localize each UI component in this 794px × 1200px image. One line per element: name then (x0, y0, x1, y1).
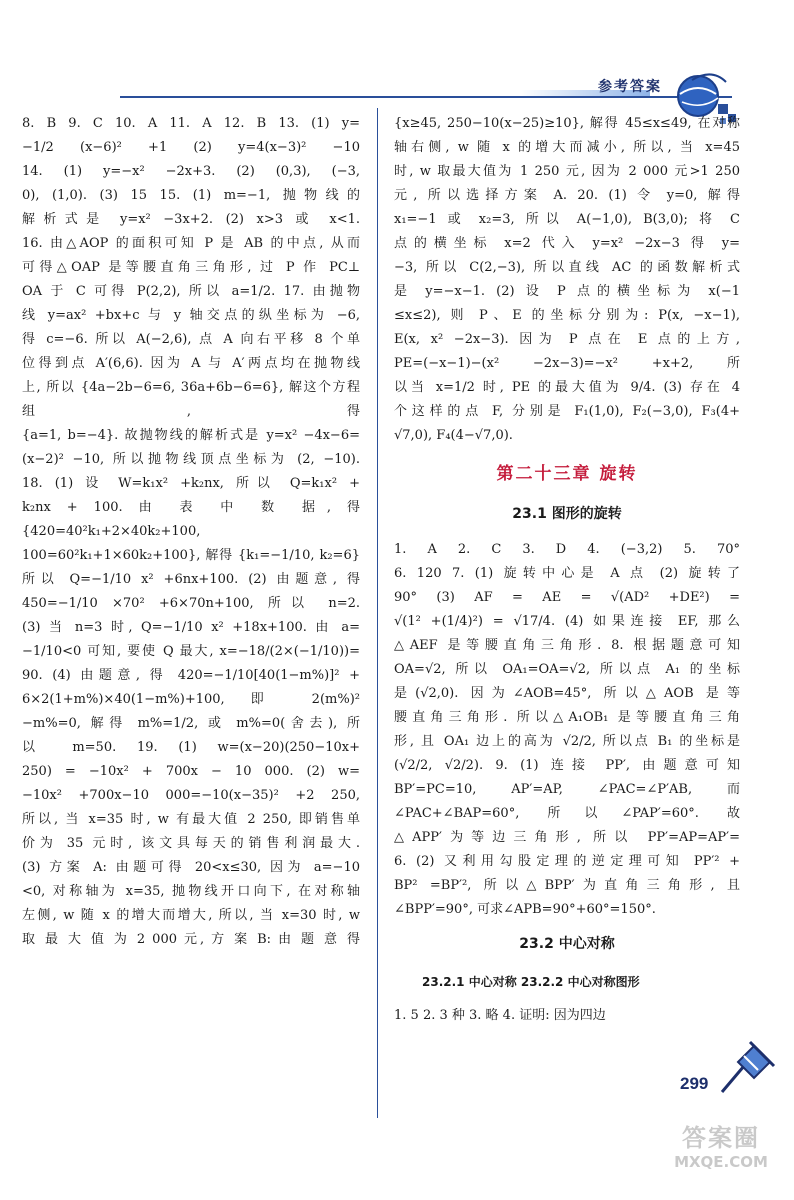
text-line: 以 m=50. 19. (1) w=(x−20)(250−10x+ (22, 740, 360, 755)
text-line: ∠BPP′=90°, 可求∠APB=90°+60°=150°. (394, 902, 656, 917)
watermark (656, 1118, 786, 1171)
chapter-title: 第二十三章 旋转 (496, 464, 638, 484)
text-line: 个这样的点 F, 分别是 F₁(1,0), F₂(−3,0), F₃(4+ (394, 404, 740, 419)
text-line: k₂nx + 100. 由 表 中 数 据, 得 (22, 500, 360, 515)
text-line: −3, 所以 C(2,−3), 所以直线 AC 的函数解析式 (394, 260, 740, 275)
text-line: 腰直角三角形. 所以△A₁OB₁ 是等腰直角三角 (394, 710, 740, 725)
text-line: 所以 Q=−1/10 x² +6nx+100. (2) 由题意, 得 (22, 572, 360, 587)
text-line: 8. B 9. C 10. A 11. A 12. B 13. (1) y= (22, 116, 360, 131)
text-line: OA=√2, 所以 OA₁=OA=√2, 所以点 A₁ 的坐标 (394, 662, 740, 677)
text-line: 点的横坐标 x=2 代入 y=x² −2x−3 得 y= (394, 236, 740, 251)
text-line: 14. (1) y=−x² −2x+3. (2) (0,3), (−3, (22, 164, 360, 179)
text-line: BP′=PC=10, AP′=AP, ∠PAC=∠P′AB, 而 (394, 782, 740, 797)
text-line: 6×2(1+m%)×40(1−m%)+100, 即 2(m%)² (22, 692, 360, 707)
text-line: 元, 所以选择方案 A. 20. (1) 令 y=0, 解得 (394, 188, 740, 203)
text-line: 90. (4) 由题意, 得 420=−1/10[40(1−m%)]² + (22, 668, 360, 683)
text-line: 得 c=−6. 所以 A(−2,6), 点 A 向右平移 8 个单 (22, 332, 360, 347)
text-line: √(1² +(1/4)²) = √17/4. (4) 如果连接 EF, 那么 (394, 614, 740, 629)
text-line: 轴右侧, w 随 x 的增大而减小, 所以, 当 x=45 (394, 140, 740, 155)
text-line: ≤x≤2), 则 P、E 的坐标分别为: P(x, −x−1), (394, 308, 740, 323)
text-line: BP² =BP′², 所以△BPP′为直角三角形, 且 (394, 878, 740, 893)
text-line: −10x² +700x−10 000=−10(x−35)² +2 250, (22, 788, 360, 803)
header-title: 参考答案 (598, 79, 662, 95)
column-divider (377, 108, 378, 1118)
text-line: 线 y=ax² +bx+c 与 y 轴交点的纵坐标为 −6, (22, 308, 360, 323)
text-line: 是 y=−x−1. (2) 设 P 点的横坐标为 x(−1 (394, 284, 740, 299)
text-line: △APP′为等边三角形, 所以 PP′=AP=AP′= (394, 830, 740, 845)
text-line: 1. 5 2. 3 种 3. 略 4. 证明: 因为四边 (394, 1008, 606, 1023)
text-line: 时, w 取最大值为 1 250 元, 因为 2 000 元>1 250 (394, 164, 740, 179)
text-line: OA 于 C 可得 P(2,2), 所以 a=1/2. 17. 由抛物 (22, 284, 360, 299)
text-line: {a=1, b=−4}. 故抛物线的解析式是 y=x² −4x−6= (22, 428, 360, 443)
page-number: 299 (680, 1074, 709, 1093)
watermark-url: MXQE.COM (674, 1153, 768, 1171)
text-line: −m%=0, 解得 m%=1/2, 或 m%=0(舍去), 所 (22, 716, 360, 731)
left-column (22, 112, 360, 952)
pushpin-icon (714, 1032, 778, 1100)
text-line: 位得到点 A′(6,6). 因为 A 与 A′两点均在抛物线 (22, 356, 360, 371)
text-line: 16. 由△AOP 的面积可知 P 是 AB 的中点, 从而 (22, 236, 360, 251)
subsection-title: 23.2.1 中心对称 23.2.2 中心对称图形 (422, 975, 640, 989)
text-line: 所以, 当 x=35 时, w 有最大值 2 250, 即销售单 (22, 812, 360, 827)
text-line: 是(√2,0). 因为∠AOB=45°, 所以△AOB 是等 (394, 686, 740, 701)
text-line: PE=(−x−1)−(x² −2x−3)=−x² +x+2, 所 (394, 356, 740, 371)
text-line: √7,0), F₄(4−√7,0). (394, 428, 513, 443)
text-line: 解析式是 y=x² −3x+2. (2) x>3 或 x<1. (22, 212, 360, 227)
right-column (394, 112, 740, 1028)
text-line: (x−2)² −10, 所以抛物线顶点坐标为 (2, −10). (22, 452, 360, 467)
section-title: 23.1 图形的旋转 (512, 506, 622, 522)
text-line: (3) 方案 A: 由题可得 20<x≤30, 因为 a=−10 (22, 860, 360, 875)
text-line: <0, 对称轴为 x=35, 抛物线开口向下, 在对称轴 (22, 884, 360, 899)
text-line: △AEF 是等腰直角三角形. 8. 根据题意可知 (394, 638, 740, 653)
text-line: 以当 x=1/2 时, PE 的最大值为 9/4. (3) 存在 4 (394, 380, 740, 395)
text-line: x₁=−1 或 x₂=3, 所以 A(−1,0), B(3,0); 将 C (394, 212, 740, 227)
text-line: 可得△OAP 是等腰直角三角形, 过 P 作 PC⊥ (22, 260, 360, 275)
text-line: (√2/2, √2/2). 9. (1) 连接 PP′, 由题意可知 (394, 758, 740, 773)
text-line: 0), (1,0). (3) 15 15. (1) m=−1, 抛物线的 (22, 188, 360, 203)
text-line: {420=40²k₁+2×40k₂+100, 100=60²k₁+1×60k₂+100}, 解得 {k₁=−1/10, k₂=6} (22, 524, 360, 563)
text-line: −1/10<0 可知, 要使 Q 最大, x=−18/(2×(−1/10))= (22, 644, 360, 659)
header-rule (120, 96, 732, 98)
text-line: 价为 35 元时, 该文具每天的销售利润最大. (22, 836, 360, 851)
text-line: 6. 120 7. (1) 旋转中心是 A 点 (2) 旋转了 (394, 566, 740, 581)
text-line: 形, 且 OA₁ 边上的高为 √2/2, 所以点 B₁ 的坐标是 (394, 734, 740, 749)
text-line: −1/2 (x−6)² +1 (2) y=4(x−3)² −10 (22, 140, 360, 155)
text-line: 450=−1/10 ×70² +6×70n+100, 所以 n=2. (22, 596, 360, 611)
text-line: 左侧, w 随 x 的增大而增大, 所以, 当 x=30 时, w (22, 908, 360, 923)
text-line: 250) = −10x² + 700x − 10 000. (2) w= (22, 764, 360, 779)
watermark-title: 答案圈 (682, 1124, 760, 1152)
text-line: 90° (3) AF = AE = √(AD² +DE²) = (394, 590, 740, 605)
text-line: ∠PAC+∠BAP=60°, 所以∠PAP′=60°. 故 (394, 806, 740, 821)
section-title: 23.2 中心对称 (519, 936, 615, 952)
text-line: {x≥45, 250−10(x−25)≥10}, 解得 45≤x≤49, 在对称 (394, 116, 740, 131)
text-line: 6. (2) 又利用勾股定理的逆定理可知 PP′² + (394, 854, 740, 869)
text-line: 18. (1) 设 W=k₁x² +k₂nx, 所以 Q=k₁x² + (22, 476, 360, 491)
text-line: 取 最 大 值 为 2 000 元, 方 案 B: 由 题 意 得 (22, 932, 360, 947)
text-line: 上, 所以 {4a−2b−6=6, 36a+6b−6=6}, 解这个方程组, 得 (22, 380, 360, 419)
text-line: E(x, x² −2x−3). 因为 P 点在 E 点的上方, (394, 332, 740, 347)
text-line: 1. A 2. C 3. D 4. (−3,2) 5. 70° (394, 542, 740, 557)
text-line: (3) 当 n=3 时, Q=−1/10 x² +18x+100. 由 a= (22, 620, 360, 635)
